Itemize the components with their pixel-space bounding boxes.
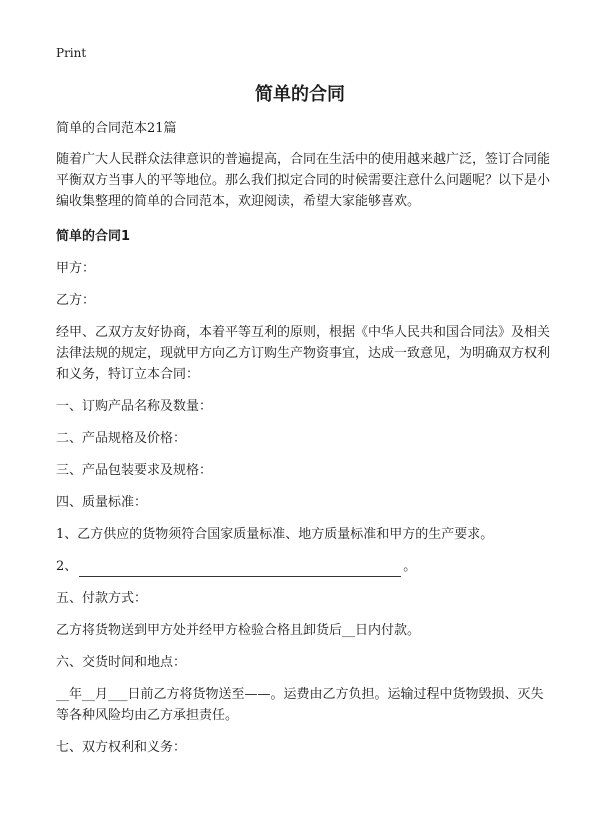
party-a-line: 甲方： xyxy=(56,261,96,276)
quality-item-1: 1、乙方供应的货物须符合国家质量标准、地方质量标准和甲方的生产要求。 xyxy=(56,527,494,542)
delivery-text: __年__月___日前乙方将货物送至——。运费由乙方负担。运输过程中货物毁损、灭失等各种风险均由乙方承担责任。 xyxy=(56,687,544,723)
print-link[interactable]: Print xyxy=(56,46,87,60)
document-subtitle: 简单的合同范本21篇 xyxy=(56,121,177,136)
quality-item-2-prefix: 2、 xyxy=(56,559,78,574)
clause-delivery: 六、交货时间和地点： xyxy=(56,655,187,670)
section-heading: 简单的合同1 xyxy=(56,229,131,244)
party-b-line: 乙方： xyxy=(56,293,96,308)
clause-quality: 四、质量标准： xyxy=(56,495,148,510)
blank-underline xyxy=(79,562,401,577)
clause-product-quantity: 一、订购产品名称及数量： xyxy=(56,399,213,414)
payment-text: 乙方将货物送到甲方处并经甲方检验合格且卸货后__日内付款。 xyxy=(56,623,421,638)
clause-payment: 五、付款方式： xyxy=(56,591,148,606)
page-title: 简单的合同 xyxy=(255,84,345,105)
clause-rights-obligations: 七、双方权利和义务： xyxy=(56,740,187,755)
document-body xyxy=(56,118,550,769)
clause-spec-price: 二、产品规格及价格： xyxy=(56,431,187,446)
clause-packaging: 三、产品包装要求及规格： xyxy=(56,463,213,478)
quality-item-2-suffix: 。 xyxy=(403,559,417,574)
intro-paragraph: 随着广大人民群众法律意识的普遍提高，合同在生活中的使用越来越广泛，签订合同能平衡双方当事人的平等地位。那么我们拟定合同的时候需要注意什么问题呢？以下是小编收集整理的简单的合同范本，欢迎阅读，希望大家能够喜欢。 xyxy=(56,152,551,209)
quality-item-2 xyxy=(56,556,550,577)
preamble-paragraph: 经甲、乙双方友好协商，本着平等互利的原则，根据《中华人民共和国合同法》及相关法律法规的规定，现就甲方向乙方订购生产物资事宜，达成一致意见，为明确双方权利和义务，特订立本合同： xyxy=(56,325,551,382)
